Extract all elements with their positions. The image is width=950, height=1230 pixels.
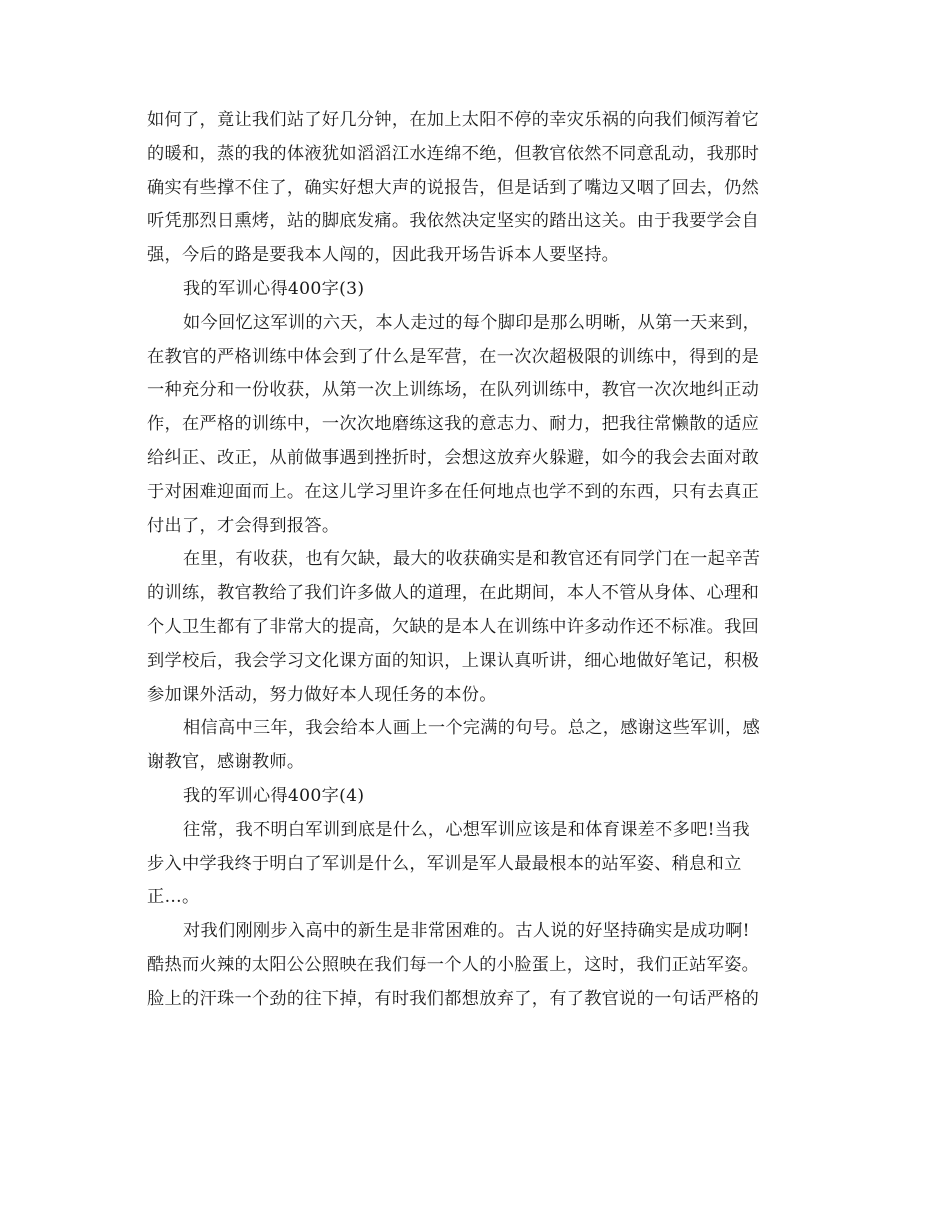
text-line: 步入中学我终于明白了军训是什么，军训是军人最最根本的站军姿、稍息和立 xyxy=(147,853,742,874)
text-line: 脸上的汗珠一个劲的往下掉，有时我们都想放弃了，有了教官说的一句话严格的 xyxy=(147,988,760,1009)
text-line: 作，在严格的训练中，一次次地磨练这我的意志力、耐力，把我往常懒散的适应 xyxy=(147,414,760,435)
text-line: 在教官的严格训练中体会到了什么是军营，在一次次超极限的训练中，得到的是 xyxy=(147,346,760,367)
text-line: 的训练，教官教给了我们许多做人的道理，在此期间，本人不管从身体、心理和 xyxy=(147,583,760,604)
text-line: 付出了，才会得到报答。 xyxy=(147,515,340,536)
text-line: 听凭那烈日熏烤，站的脚底发痛。我依然决定坚实的踏出这关。由于我要学会自 xyxy=(147,211,760,232)
text-line: 如何了，竟让我们站了好几分钟，在加上太阳不停的幸灾乐祸的向我们倾泻着它 xyxy=(147,110,760,130)
document-page xyxy=(147,104,807,1017)
text-line: 给纠正、改正，从前做事遇到挫折时，会想这放弃火躲避，如今的我会去面对敢 xyxy=(147,447,760,468)
text-line: 到学校后，我会学习文化课方面的知识，上课认真听讲，细心地做好笔记，积极 xyxy=(147,650,760,671)
text-line: 在里，有收获，也有欠缺，最大的收获确实是和教官还有同学门在一起辛苦 xyxy=(183,549,761,570)
text-line: 一种充分和一份收获，从第一次上训练场，在队列训练中，教官一次次地纠正动 xyxy=(147,380,760,401)
section-heading: 我的军训心得400字(4) xyxy=(183,785,365,806)
text-line: 的暖和，蒸的我的体液犹如滔滔江水连绵不绝，但教官依然不同意乱动，我那时 xyxy=(147,143,760,164)
text-line: 参加课外活动，努力做好本人现任务的本份。 xyxy=(147,684,497,705)
section-heading: 我的军训心得400字(3) xyxy=(183,278,365,299)
text-line: 如今回忆这军训的六天，本人走过的每个脚印是那么明晰，从第一天来到， xyxy=(183,312,761,333)
text-line: 确实有些撑不住了，确实好想大声的说报告，但是话到了嘴边又咽了回去，仍然 xyxy=(147,177,760,198)
text-line: 往常，我不明白军训到底是什么，心想军训应该是和体育课差不多吧!当我 xyxy=(183,819,750,840)
text-line: 对我们刚刚步入高中的新生是非常困难的。古人说的好坚持确实是成功啊! xyxy=(183,921,750,942)
text-line: 于对困难迎面而上。在这儿学习里许多在任何地点也学不到的东西，只有去真正 xyxy=(147,481,760,502)
text-line: 强，今后的路是要我本人闯的，因此我开场告诉本人要坚持。 xyxy=(147,245,620,266)
text-line: 酷热而火辣的太阳公公照映在我们每一个人的小脸蛋上，这时，我们正站军姿。 xyxy=(147,954,760,975)
text-line: 个人卫生都有了非常大的提高，欠缺的是本人在训练中许多动作还不标准。我回 xyxy=(147,616,760,637)
text-line: 相信高中三年，我会给本人画上一个完满的句号。总之，感谢这些军训，感 xyxy=(183,718,761,739)
text-line: 正…。 xyxy=(147,887,200,908)
text-line: 谢教官，感谢教师。 xyxy=(147,752,305,773)
